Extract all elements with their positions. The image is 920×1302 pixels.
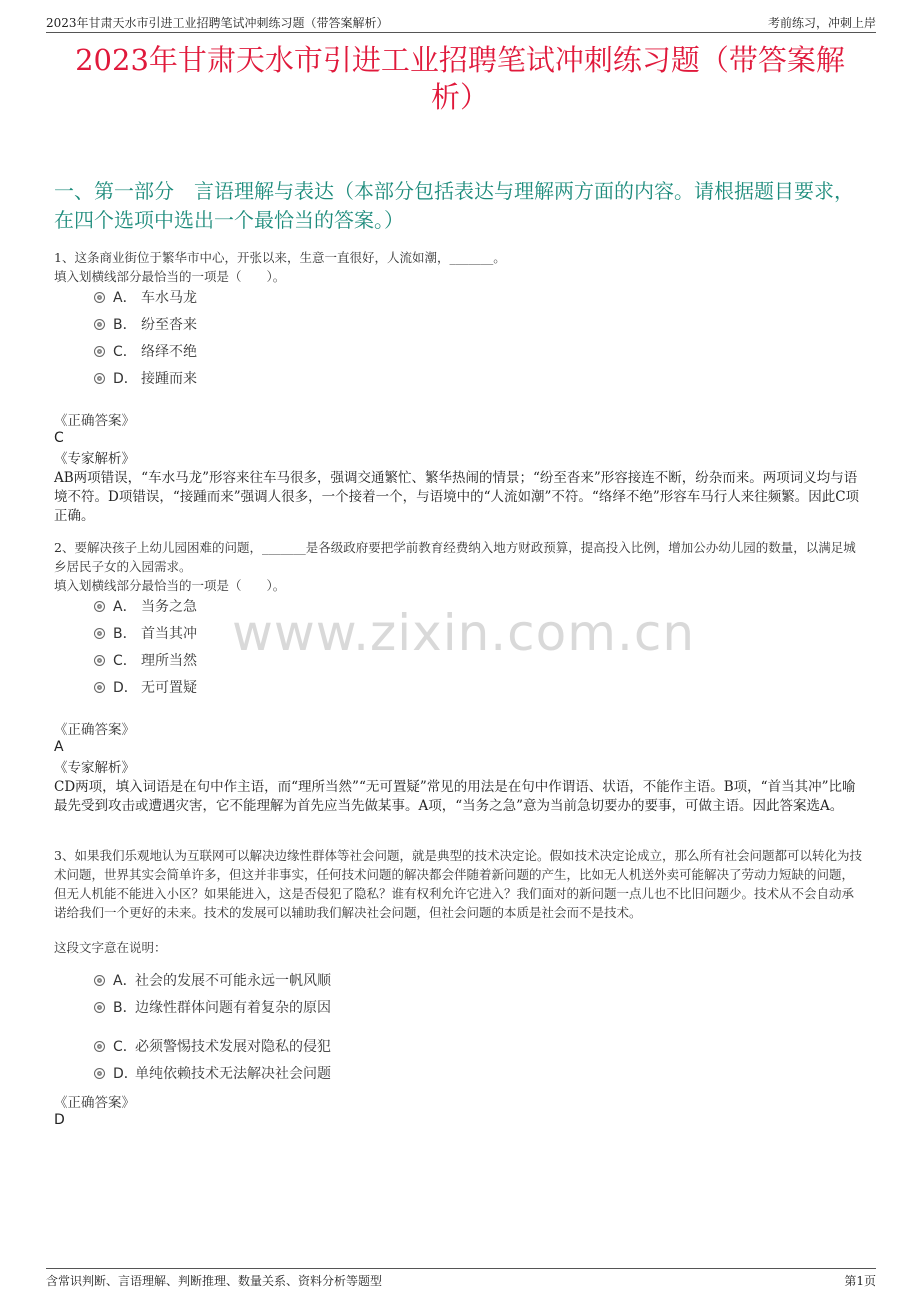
- question-3-answer-label: 《正确答案》: [54, 1095, 135, 1111]
- question-2-option-a[interactable]: A． 当务之急: [94, 596, 197, 618]
- question-2-stem-block: [54, 538, 866, 595]
- question-3-stem: 3、如果我们乐观地认为互联网可以解决边缘性群体等社会问题，就是典型的技术决定论。假如技术决定论成立，那么所有社会问题都可以转化为技术问题，世界其实会简单许多，但这并非事实，任何技术问题的解决都会伴随着新问题的产生，比如无人机送外卖可能解决了劳动力短缺的问题，但无人机能不能进入小区？如果能进入，这是否侵犯了隐私？谁有权利允许它进入？我们面对的新问题一点儿也不比旧问题少。技术从不会自动承诺给我们一个更好的未来。技术的发展可以辅助我们解决社会问题，但社会问题的本质是社会而不是技术。: [54, 848, 862, 920]
- document-title: 2023年甘肃天水市引进工业招聘笔试冲刺练习题（带答案解析）: [75, 43, 845, 114]
- question-1-stem: 1、这条商业街位于繁华市中心，开张以来，生意一直很好，人流如潮，_______。: [54, 250, 506, 265]
- question-1-option-d[interactable]: D． 接踵而来: [94, 368, 197, 390]
- page-header: [46, 12, 876, 33]
- footer-description: 含常识判断、言语理解、判断推理、数量关系、资料分析等题型: [46, 1274, 383, 1288]
- radio-icon[interactable]: [94, 1068, 105, 1079]
- question-1-prompt: 填入划横线部分最恰当的一项是（ ）。: [54, 269, 286, 284]
- question-2-explanation-block: [54, 759, 866, 816]
- radio-icon[interactable]: [94, 319, 105, 330]
- radio-icon[interactable]: [94, 655, 105, 666]
- question-3-prompt: 这段文字意在说明：: [54, 940, 167, 955]
- page-footer: [46, 1268, 876, 1289]
- question-3-option-d[interactable]: D．单纯依赖技术无法解决社会问题: [94, 1063, 331, 1085]
- question-1-option-a[interactable]: A． 车水马龙: [94, 287, 197, 309]
- question-3-option-b[interactable]: B．边缘性群体问题有着复杂的原因: [94, 997, 331, 1019]
- question-2-explanation: CD两项，填入词语是在句中作主语，而“理所当然”“无可置疑”常见的用法是在句中作谓语、状语，不能作主语。B项，“首当其冲”比喻最先受到攻击或遭遇灾害，它不能理解为首先应当先做某事。A项，“当务之急”意为当前急切要办的要事，可做主语。因此答案选A。: [54, 779, 856, 814]
- question-1-option-b[interactable]: B． 纷至沓来: [94, 314, 197, 336]
- question-2-option-c[interactable]: C． 理所当然: [94, 650, 197, 672]
- radio-icon[interactable]: [94, 628, 105, 639]
- question-3-option-c[interactable]: C．必须警惕技术发展对隐私的侵犯: [94, 1036, 331, 1058]
- radio-icon[interactable]: [94, 346, 105, 357]
- question-2-answer-label: 《正确答案》: [54, 722, 135, 738]
- question-3-stem-block: [54, 846, 866, 957]
- header-slogan: 考前练习，冲刺上岸: [767, 16, 876, 30]
- question-2-option-d[interactable]: D． 无可置疑: [94, 677, 197, 699]
- question-1-stem-block: [54, 248, 866, 286]
- question-2-explain-label: 《专家解析》: [54, 760, 135, 776]
- question-1-explanation-block: [54, 450, 866, 526]
- radio-icon[interactable]: [94, 601, 105, 612]
- question-2-prompt: 填入划横线部分最恰当的一项是（ ）。: [54, 578, 286, 593]
- question-3-answer: D: [54, 1112, 65, 1128]
- question-1-option-c[interactable]: C． 络绎不绝: [94, 341, 197, 363]
- question-1-answer-label: 《正确答案》: [54, 413, 135, 429]
- question-1-explanation: AB两项错误，“车水马龙”形容来往车马很多，强调交通繁忙、繁华热闹的情景；“纷至沓来”形容接连不断，纷杂而来。两项词义均与语境不符。D项错误，“接踵而来”强调人很多，一个接着一个，与语境中的“人流如潮”不符。“络绎不绝”形容车马行人来往频繁。因此C项正确。: [54, 470, 860, 524]
- radio-icon[interactable]: [94, 373, 105, 384]
- radio-icon[interactable]: [94, 975, 105, 986]
- page-number: 第1页: [844, 1274, 876, 1288]
- question-3-option-a[interactable]: A．社会的发展不可能永远一帆风顺: [94, 970, 331, 992]
- header-title: 2023年甘肃天水市引进工业招聘笔试冲刺练习题（带答案解析）: [46, 16, 389, 30]
- question-2-answer: A: [54, 739, 64, 755]
- radio-icon[interactable]: [94, 682, 105, 693]
- question-1-answer: C: [54, 430, 64, 446]
- radio-icon[interactable]: [94, 292, 105, 303]
- question-1-explain-label: 《专家解析》: [54, 451, 135, 467]
- section-heading: 一、第一部分 言语理解与表达（本部分包括表达与理解两方面的内容。请根据题目要求，在四个选项中选出一个最恰当的答案。）: [54, 179, 854, 232]
- question-2-stem: 2、要解决孩子上幼儿园困难的问题，_______是各级政府要把学前教育经费纳入地方财政预算，提高投入比例，增加公办幼儿园的数量，以满足城乡居民子女的入园需求。: [54, 540, 856, 574]
- question-2-option-b[interactable]: B． 首当其冲: [94, 623, 197, 645]
- watermark: www.zixin.com.cn: [232, 604, 696, 662]
- radio-icon[interactable]: [94, 1002, 105, 1013]
- radio-icon[interactable]: [94, 1041, 105, 1052]
